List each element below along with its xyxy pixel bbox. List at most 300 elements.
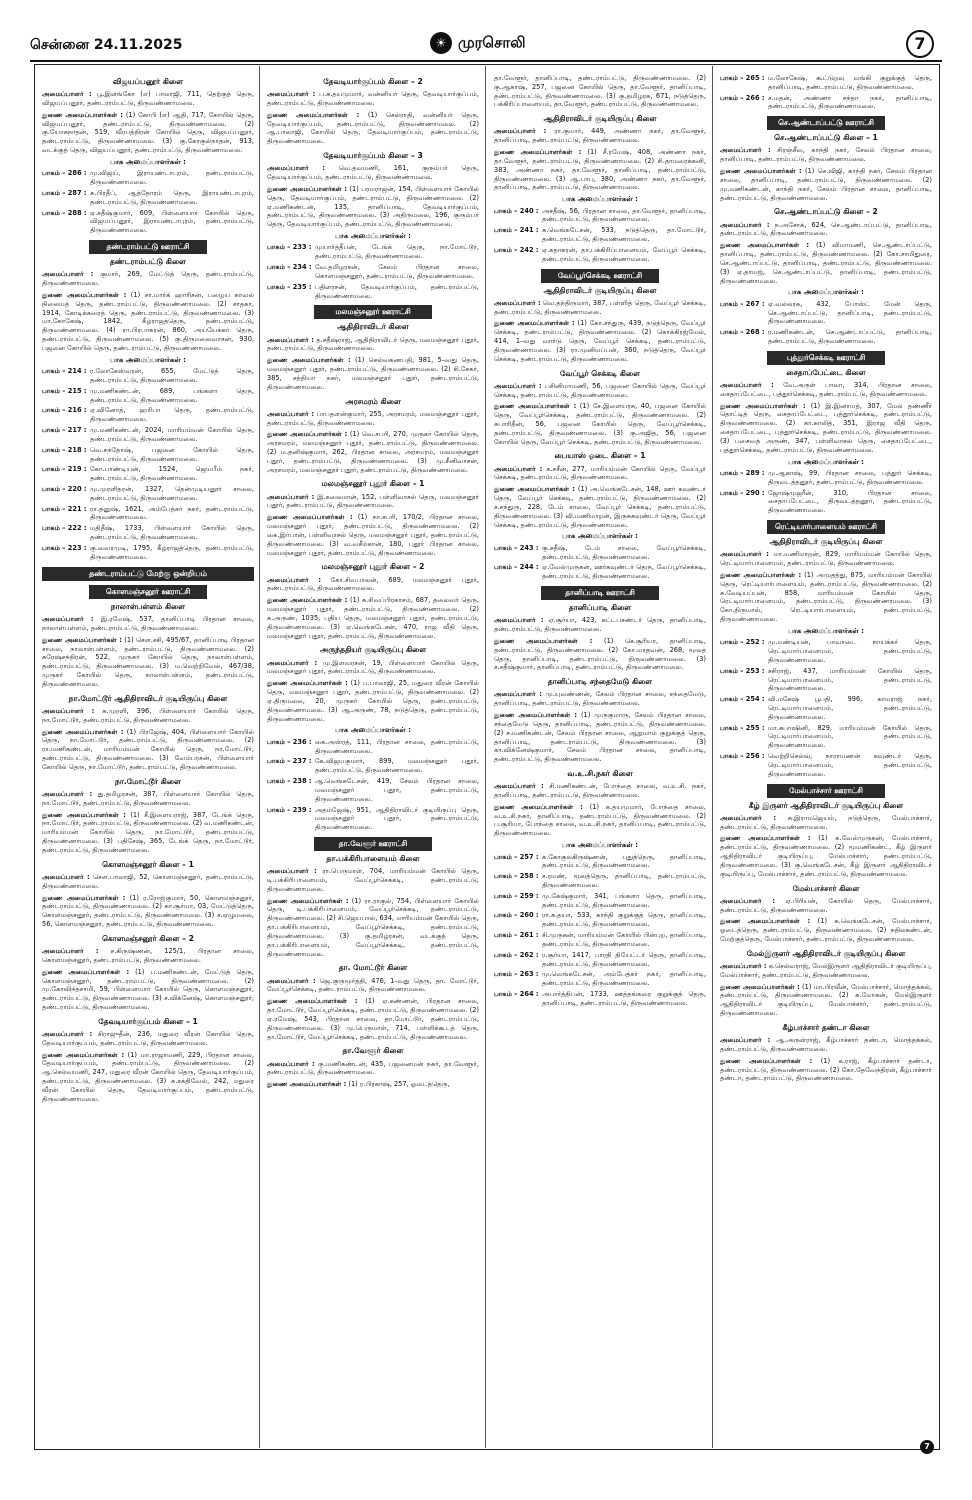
booth-number: பாகம் – 241 : xyxy=(494,226,539,235)
deputies-label: துணை அமைப்பாளர்கள் : xyxy=(42,290,127,299)
booth-number: பாகம் – 234 : xyxy=(267,263,312,272)
booth-agent: ர.மணிகண்டன், செ.ஆண்டாப்பட்டு, தானிப்பாடி, தண்டராம்பட்டு, திருவண்ணாமலை. xyxy=(768,328,932,346)
branch-section xyxy=(720,207,932,345)
deputies-text: (1) சா.மார்க் ஹாரிசன், பழைய காவல் நிலையத் தெரு, தண்டராம்பட்டு, திருவண்ணாமலை. (2) சாதகா, 1914, கோடிக்கரைத் தெரு, தண்டராம்பட்டு, திருவண்ணாமலை. (3) மா.கோகேஷ், 1842, கீழ்ராஜத்தெரு, தண்டராம்பட்டு, திருவண்ணாமலை. (4) ரா.பிரபாகரன், 860, அய்யேக்கர் தெரு, தண்டராம்பட்டு, திருவண்ணாமலை. (5) கு.திருமலைவாசன், 930, பஜனை கோயில் தெரு, தண்டராம்பட்டு, திருவண்ணாமலை. xyxy=(42,290,254,352)
booth-heading: பாக அமைப்பாளர்கள் : xyxy=(788,288,864,297)
deputies-label: துணை அமைப்பாளர்கள் : xyxy=(267,896,349,905)
booth-agent: மு.மணிகண்டன், 689, பங்களா தெரு, தண்டராம்பட்டு, திருவண்ணாமலை. xyxy=(90,386,254,404)
booth-number: பாகம் – 238 : xyxy=(267,777,312,786)
deputies-label: துணை அமைப்பாளர்கள் : xyxy=(494,319,575,328)
booth-row xyxy=(494,246,706,264)
deputies-label: துணை அமைப்பாளர்கள் : xyxy=(494,636,593,645)
branch-section xyxy=(42,694,254,772)
booth-number: பாகம் – 220 : xyxy=(42,485,87,493)
president-entry xyxy=(42,790,254,808)
booth-agent: ஏ.வல்லரசு, 432, போஸ்ட் மேன் தெரு, செ.ஆண்டாப்பட்டு, தானிப்பாடி, தண்டராம்பட்டு, திருவண்ணாமலை. xyxy=(768,299,932,326)
booth-agent: ர.லோகேஸ்வரன், 655, மேட்டுத் தெரு, தண்டராம்பட்டு, திருவண்ணாமலை. xyxy=(90,367,254,384)
booth-number: பாகம் – 267 : xyxy=(720,299,765,308)
paper-logo xyxy=(430,32,526,54)
branch-section xyxy=(720,784,932,879)
deputies-label: துணை அமைப்பாளர்கள் : xyxy=(720,167,802,176)
branch-title: தானிப்பாடி கிளை xyxy=(568,603,632,613)
panchayat-badge: மலமஞ்சனூர் ஊராட்சி xyxy=(314,305,432,319)
president-label: அமைப்பாளர் : xyxy=(720,896,775,905)
branch-section xyxy=(720,949,932,1018)
deputies-text: (1) ப.பாலாஜி, 25, மதுரை வீரன் கோயில் தெரு, மலமஞ்சனூர் புதூர், தண்டராம்பட்டு, திருவண்ணாமலை. (2) ஏ.திருமலை, 20, முருகர் கோயில் தெரு, தண்டராம்பட்டு, திருவண்ணாமலை. (3) ஆ.அருண், 78, நடுத்தெரு, தண்டராம்பட்டு, திருவண்ணாமலை. xyxy=(267,679,479,723)
booth-heading: பாக அமைப்பாளர்கள் : xyxy=(335,232,411,241)
booth-number: பாகம் – 259 : xyxy=(494,891,539,900)
president-text: ஏ.பிரியன், கோயில் தெரு, மேல்பாச்சார், தண்டராம்பட்டு, திருவண்ணாமலை. xyxy=(720,896,932,914)
deputies-text: (1) செல்ராதி, வன்னியர் தெரு, தேவடியார்குப்பம், தண்டராம்பட்டு, திருவண்ணாமலை. (2) ஆ.பாலாஜி, கோயில் தெரு, தேவடியார்குப்பம், தண்டராம்பட்டு, திருவண்ணாமலை. xyxy=(267,110,479,146)
branch-title: ஆதிதிராவிடர் குடியிருப்பு கிளை xyxy=(543,285,657,295)
president-entry xyxy=(42,615,254,633)
president-label: அமைப்பாளர் : xyxy=(267,335,314,344)
branch-section xyxy=(494,369,706,447)
booth-row xyxy=(720,752,932,778)
booth-row xyxy=(42,426,254,444)
booth-agent: அசதீஷ், 56, பிரதான சாலை, தா.வேளூர், தானிப்பாடி, தண்டராம்பட்டு, திருவண்ணாமலை. xyxy=(542,206,706,224)
deputies-label: துணை அமைப்பாளர்கள் : xyxy=(42,810,126,819)
president-label: அமைப்பாளர் : xyxy=(720,1036,771,1045)
branch-section xyxy=(267,837,479,958)
deputies-entry xyxy=(494,637,706,672)
deputies-text: (1) மா.பிரவீன், மேல்பாச்சார், மொத்தக்கல், தண்டராம்பட்டு, திருவண்ணாமலை. (2) சு.மோகன், மேல்இருளர் ஆதிதிராவிடர் குடியிருப்பு, மேல்பாச்சார், தண்டராம்பட்டு, திருவண்ணாமலை. xyxy=(720,982,932,1018)
branch-section xyxy=(494,451,706,581)
deputies-text: (1) பரமராஜன், 154, பிள்ளையார் கோயில் தெரு, தேவடியார்குப்பம், தண்டராம்பட்டு, திருவண்ணாமலை. (2) ஏ.மணிகண்டன், 135, தானிப்பாடி, தேவடியார்குப்பம், தண்டராம்பட்டு, திருவண்ணாமலை. (3) அதிருமலை, 196, குரும்பர் தெரு, தேவடியார்குப்பம், தண்டராம்பட்டு, திருவண்ணாமலை. xyxy=(267,184,479,229)
booth-row xyxy=(42,505,254,523)
booth-agent: வெ.சந்தோஷ், பஜனை கோயில் தெரு, தண்டராம்பட்டு, திருவண்ணாமலை. xyxy=(90,445,254,463)
booth-row xyxy=(494,207,706,225)
branch-title: நாலாள்பள்ளம் கிளை xyxy=(110,601,186,611)
booth-row xyxy=(42,485,254,503)
booth-number: பாகம் – 261 : xyxy=(494,931,539,940)
deputies-label: துணை அமைப்பாளர்கள் : xyxy=(42,1050,125,1059)
president-entry xyxy=(720,221,932,239)
president-entry xyxy=(720,962,932,980)
deputies-label: துணை அமைப்பாளர்கள் : xyxy=(267,1080,347,1089)
booth-heading: பாக அமைப்பாளர்கள் : xyxy=(110,157,186,166)
booth-agent: மு.கேஷ்குமார், 341, பங்களா தெரு, தானிப்பாடி, தண்டராம்பட்டு, திருவண்ணாமலை. xyxy=(542,891,706,909)
president-text: கோ.சிவபாலன், 689, மலமஞ்சனூர் புதூர், தண்டராம்பட்டு, திருவண்ணாமலை. xyxy=(267,575,479,593)
issue-date: சென்னை 24.11.2025 xyxy=(30,37,183,53)
president-label: அமைப்பாளர் : xyxy=(720,380,774,389)
branch-section xyxy=(267,77,479,146)
branch-section xyxy=(494,114,706,263)
president-text: பாபதளன்குமார், 255, அரசமரம், மலமஞ்சனூர் புதூர், தண்டராம்பட்டு, திருவண்ணாமலை. xyxy=(267,409,479,427)
deputies-label: துணை அமைப்பாளர்கள் : xyxy=(494,402,577,411)
deputies-label: துணை அமைப்பாளர்கள் : xyxy=(720,834,811,843)
president-label: அமைப்பாளர் : xyxy=(494,616,544,625)
president-label: அமைப்பாளர் : xyxy=(494,381,542,390)
president-text: சிரஞ்சீவ, காந்தி நகர், சேலம் பிரதான சாலை, தானிப்பாடி, தண்டராம்பட்டு, திருவண்ணாமலை. xyxy=(720,146,932,164)
deputies-entry xyxy=(42,811,254,855)
branch-section xyxy=(42,934,254,1012)
header-rule xyxy=(30,60,942,62)
panchayat-badge: தானிப்பாடி ஊராட்சி xyxy=(541,586,659,600)
president-entry xyxy=(494,382,706,400)
panchayat-badge: செ.ஆண்டாப்பட்டு ஊராட்சி xyxy=(767,116,885,130)
booth-agent: ச.மதன், அண்ணா சந்தா நகர், தானிப்பாடி, தண்டராம்பட்டு, திருவண்ணாமலை. xyxy=(768,93,932,111)
booth-agent: ஏ.வேல்முருகன், ஊர்கவுண்டர் தெரு, வேப்பூர்செக்கடி, தண்டராம்பட்டு, திருவண்ணாமலை. xyxy=(542,563,706,581)
branch-section xyxy=(42,567,254,689)
booth-number: பாகம் – 216 : xyxy=(42,406,87,415)
booth-number: பாகம் – 244 : xyxy=(494,563,539,572)
president-entry xyxy=(42,947,254,965)
president-label: அமைப்பாளர் : xyxy=(267,575,321,584)
deputies-label: துணை அமைப்பாளர்கள் : xyxy=(720,570,802,579)
booth-number: பாகம் – 254 : xyxy=(720,695,765,704)
deputies-text: (1) அமுதத்து, 875, மாரியம்மன் கோயில் தெரு, ரெட்டியார்பாளையம், தண்டராம்பட்டு, திருவண்ணாமலை. (2) க.வேடியப்பன், 858, மாரியம்மன் கோயில் தெரு, ரெட்டியார்பாளையம், தண்டராம்பட்டு, திருவண்ணாமலை. (3) கோ.திருமால், ரெட்டியார்பாளையம், தண்டராம்பட்டு, திருவண்ணாமலை. xyxy=(720,570,932,623)
president-text: கு.மணிகண்டன், 435, பஜனைமன் நகர், தா.வேளூர், தண்டராம்பட்டு, திருவண்ணாமலை. xyxy=(267,1059,479,1077)
president-label: அமைப்பாளர் : xyxy=(494,298,541,307)
president-entry xyxy=(720,146,932,164)
booth-number: பாகம் – 260 : xyxy=(494,911,539,920)
president-label: அமைப்பாளர் : xyxy=(42,947,99,956)
deputies-entry xyxy=(42,728,254,772)
branch-section xyxy=(494,769,706,1008)
booth-number: பாகம் – 218 : xyxy=(42,445,87,454)
booth-number: பாகம் – 258 : xyxy=(494,872,539,881)
branch-title: ஆதிதிராவிடர் கிளை xyxy=(337,322,409,332)
booth-number: பாகம் – 233 : xyxy=(267,243,312,252)
deputies-entry xyxy=(267,513,479,557)
president-entry xyxy=(494,127,706,145)
booth-agent: கு.சதீஷ், டேம் சாலை, வேப்பூர்செக்கடி, தண்டராம்பட்டு, திருவண்ணாமலை. xyxy=(542,543,706,561)
branch-title: கொளமஞ்சனூர் கிளை – 1 xyxy=(102,859,194,869)
deputies-entry xyxy=(720,241,932,285)
president-text: ப.க.தயமுமார், வன்னியர் தெரு, தேவடியார்குப்பம், தண்டராம்பட்டு, திருவண்ணாமலை. xyxy=(267,90,479,107)
booth-agent: பதிளரசன், தேவடியார்குப்பம், தண்டராம்பட்டு, திருவண்ணாமலை. xyxy=(315,282,479,300)
branch-title: ஆதிதிராவிடர் குடியிருப்பு கிளை xyxy=(769,537,883,547)
deputies-label: துணை அமைப்பாளர்கள் : xyxy=(267,679,348,688)
branch-title: கீழ்பாச்சார் தண்டா கிளை xyxy=(782,1022,870,1032)
president-label: அமைப்பாளர் : xyxy=(42,706,95,715)
branch-title: மேல்பாச்சார் கிளை xyxy=(792,883,860,893)
column-4 xyxy=(720,74,932,1446)
booth-row xyxy=(494,544,706,562)
deputies-text: (1) நா.சபரி, 170/2, பிரதான சாலை, மலமஞ்சனூர் புதூர், தண்டராம்பட்டு, திருவண்ணாமலை. (2) கை.இர்பான், பள்ளிவாசல் தெரு, மலமஞ்சனூர் புதூர், தண்டராம்பட்டு, திருவண்ணாமலை. (3) வ.வசீம்கான், 180, புதூர் பிரதான சாலை, மலமஞ்சனூர் புதூர், தண்டராம்பட்டு, திருவண்ணாமலை. xyxy=(267,513,479,557)
booth-agent: கோ.பாண்டியன், 1524, ஜெயபீம் நகர், தண்டராம்பட்டு, திருவண்ணாமலை. xyxy=(90,465,254,483)
deputies-text: (1) அ.வெங்கடேசன், 148, ஊர் கவுண்டர் தெரு, வேப்பூர் செக்கடி, தண்டராம்பட்டு, திருவண்ணாமலை. (2) ச.சந்துரு, 228, டேம் சாலை, வேப்பூர் செக்கடி, தண்டராம்பட்டு, திருவண்ணாமலை. (3) வி.மணிமாறன், இருசுகவுண்டர் தெரு, வேப்பூர் செக்கடி, தண்டராம்பட்டு, திருவண்ணாமலை. xyxy=(494,485,706,529)
president-label: அமைப்பாளர் : xyxy=(494,782,544,791)
booth-agent: ரா.தனுஷ், 1621, அம்பேத்கர் நகர், தண்டராம்பட்டு, திருவண்ணாமலை. xyxy=(90,504,254,522)
deputies-label: துணை அமைப்பாளர்கள் : xyxy=(42,727,124,736)
president-label: அமைப்பாளர் : xyxy=(267,867,317,876)
president-label: அமைப்பாளர் : xyxy=(720,961,767,970)
column-divider xyxy=(485,66,486,1448)
president-label: அமைப்பாளர் : xyxy=(42,1030,93,1038)
booth-row xyxy=(720,489,932,515)
branch-section xyxy=(267,645,479,832)
president-label: அமைப்பாளர் : xyxy=(720,220,770,229)
deputies-entry xyxy=(267,1080,479,1089)
president-label: அமைப்பாளர் : xyxy=(720,146,771,155)
branch-section xyxy=(267,963,479,1041)
president-text: சி.மணிகண்டன், போந்தை சாலை, வ.உ.சி. நகர், தானிப்பாடி, தண்டராம்பட்டு, திருவண்ணாமலை. xyxy=(494,782,706,799)
deputies-entry xyxy=(42,968,254,1012)
deputies-text: (1) க.ராஜ், கீழ்பாச்சார் தண்டா, தண்டராம்பட்டு, திருவண்ணாமலை. (2) கோ.தேவேந்திரன், கீழ்பாச்சார் தண்டா, தண்டராம்பட்டு, திருவண்ணாமலை. xyxy=(720,1056,932,1083)
booth-number: பாகம் – 221 : xyxy=(42,504,87,513)
booth-row xyxy=(42,387,254,405)
president-text: பூ.இளங்கோ (எ) பாலாஜி, 711, தெற்குத் தெரு, விஜயப்பனூர், தண்டராம்பட்டு, திருவண்ணாமலை. xyxy=(42,90,254,107)
booth-number: பாகம் – 265 : xyxy=(720,74,765,82)
booth-number: பாகம் – 236 : xyxy=(267,737,312,746)
booth-heading: பாக அமைப்பாளர்கள் : xyxy=(562,841,638,850)
booth-row xyxy=(720,469,932,487)
booth-row xyxy=(267,757,479,775)
booth-row xyxy=(720,638,932,664)
president-text: த.சதீஷ்ராஜ், ஆதிதிராவிடர் தெரு, மலமஞ்சனூர் புதூர், தண்டராம்பட்டு, திருவண்ணாமலை. xyxy=(267,335,479,353)
booth-agent: வி.மகேஷ் பூபதி, 996, காமராஜ் நகர், ரெட்டியார்பாளையம், தண்டராம்பட்டு, திருவண்ணாமலை. xyxy=(768,695,932,721)
booth-number: பாகம் – 287 : xyxy=(42,189,87,197)
booth-row xyxy=(494,931,706,949)
booth-agent: சு.பிரதீப், ஆத்தோரம் தெரு, இராயண்டாபுரம், தண்டராம்பட்டு, திருவண்ணாமலை. xyxy=(90,189,254,206)
president-label: அமைப்பாளர் : xyxy=(267,1059,315,1068)
branch-title: தேவடியார்குப்பம் கிளை – 2 xyxy=(323,77,423,86)
page-number-badge: 7 xyxy=(906,30,934,58)
deputies-label: துணை அமைப்பாளர்கள் : xyxy=(494,802,583,811)
president-label: அமைப்பாளர் : xyxy=(267,492,315,501)
branch-section xyxy=(42,77,254,235)
booth-row xyxy=(494,872,706,890)
booth-row xyxy=(42,524,254,542)
president-entry xyxy=(720,381,932,399)
president-text: மா.மணிமாறன், 829, மாரியம்மன் கோயில் தெரு, ரெட்டியார்பாளையம், தண்டராம்பட்டு, திருவண்ணாமலை. xyxy=(720,550,932,568)
president-entry xyxy=(494,616,706,634)
deputies-label: துணை அமைப்பாளர்கள் : xyxy=(720,982,800,991)
president-entry xyxy=(720,1036,932,1054)
booth-row xyxy=(720,300,932,326)
president-label: அமைப்பாளர் : xyxy=(42,615,94,624)
booth-row xyxy=(267,738,479,756)
president-text: மு.இளவரசன், 19, பிள்ளையார் கோயில் தெரு, மலமஞ்சனூர் புதூர், தண்டராம்பட்டு, திருவண்ணாமலை. xyxy=(267,658,479,676)
booth-number: பாகம் – 235 : xyxy=(267,282,312,291)
president-label: அமைப்பாளர் : xyxy=(720,550,769,559)
deputies-label: துணை அமைப்பாளர்கள் : xyxy=(720,241,809,250)
deputies-text: (1) ஏ.கண்ணன், பிரதான சாலை, தா.மோட்டூர், வேப்பூர்செக்கடி, தண்டராம்பட்டு, திருவண்ணாமலை. (2) ஏ.ரமேஷ், 543, பிரதான சாலை, தா.மோட்டூர், தண்டராம்பட்டு, திருவண்ணாமலை. (3) மு.பெருமாள், 714, பள்ளிக்கூடத் தெரு, தா.மோட்டூர், வேப்பூர்செக்கடி, தண்டராம்பட்டு, திருவண்ணாமலை. xyxy=(267,997,479,1041)
booth-agent: ர.சூர்யா, 1417, பாரதி தியேட்டர் தெரு, தானிப்பாடி, தண்டராம்பட்டு, திருவண்ணாமலை. xyxy=(542,950,706,968)
president-text: வெ.தந்திருமார், 387, பள்ளித் தெரு, வேப்பூர் செக்கடி, தண்டராம்பட்டு, திருவண்ணாமலை. xyxy=(494,298,706,316)
booth-heading: பாக அமைப்பாளர்கள் : xyxy=(788,457,864,466)
president-text: ஜெ.குருமூர்த்தி, 476, 1–வது தெரு, தா. மோட்டூர், வேப்பூர்செக்கடி, தண்டராம்பட்டு, திருவண்ணாமலை. xyxy=(267,976,479,994)
booth-row xyxy=(267,777,479,803)
column-2 xyxy=(267,74,479,1446)
deputies-entry xyxy=(267,356,479,391)
president-text: ஆ.அருள்ராஜ், கீழ்பாச்சார் தண்டா, மொத்தக்கல், தண்டராம்பட்டு, திருவண்ணாமலை. xyxy=(720,1036,932,1053)
booth-row xyxy=(42,446,254,464)
deputies-label: துணை அமைப்பாளர்கள் : xyxy=(720,401,806,410)
branch-title: தேவடியார்குப்பம் கிளை – 1 xyxy=(98,1016,198,1026)
deputies-entry xyxy=(494,485,706,529)
deputies-entry xyxy=(42,894,254,929)
booth-agent: க.வெங்கடேசன், 533, நடுத்தெரு, தா.மோட்டூர், தண்டராம்பட்டு, திருவண்ணாமலை. xyxy=(542,226,706,244)
branch-section xyxy=(267,397,479,475)
branch-title: ஆதிதிராவிடர் குடியிருப்பு கிளை xyxy=(543,114,657,124)
deputies-text: (1) ர.பிரகாஷ், 257, ஓடைத்தெரு, xyxy=(348,1080,450,1089)
column-1 xyxy=(42,74,254,1446)
branch-section xyxy=(494,269,706,364)
booth-number: பாகம் – 262 : xyxy=(494,950,539,959)
deputies-label: துணை அமைப்பாளர்கள் : xyxy=(267,356,351,365)
booth-number: பாகம் – 240 : xyxy=(494,206,539,215)
branch-title: தானிப்பாடி சந்தைமேடு கிளை xyxy=(547,677,653,687)
branch-title: தா.வேளூர் கிளை xyxy=(342,1046,404,1056)
deputies-entry xyxy=(720,983,932,1018)
deputies-text: (1) க.வெங்கடேசன், மேல்பாச்சார், ஓடைத்தெரு, தண்டராம்பட்டு, திருவண்ணாமலை. (2) நதிலகண்டன், மேற்குத்தெரு, மேல்பாச்சார், தண்டராம்பட்டு, திருவண்ணாமலை. xyxy=(720,917,932,943)
deputies-text: (1) செ.விஜி, காந்தி நகர், சேலம் பிரதான சாலை, தானிப்பாடி, தண்டராம்பட்டு, திருவண்ணாமலை. (2) மு.மணிகண்டன், காந்தி நகர், சேலம் பிரதான சாலை, தானிப்பாடி, தண்டராம்பட்டு, திருவண்ணாமலை. xyxy=(720,167,932,202)
deputies-text: (1) சௌ.சசி, 495/67, தானிப்பாடி பிரதான சாலை, நாலாள்பள்ளம், தண்டராம்பட்டு, திருவண்ணாமலை. (2) சுரேஷ்சந்திரன், 522, முருகர் கோயில் தெரு, நாலாள்பள்ளம், தண்டராம்பட்டு, திருவண்ணாமலை. (3) ம.வெற்றிவேல், 467/38, முருகர் கோயில் தெரு, நாலாள்பள்ளம், தண்டராம்பட்டு, திருவண்ணாமலை. xyxy=(42,635,254,688)
booth-row xyxy=(720,667,932,693)
booth-row xyxy=(494,563,706,581)
president-label: அமைப்பாளர் : xyxy=(267,976,316,985)
president-entry xyxy=(267,90,479,108)
booth-row xyxy=(720,94,932,112)
president-entry xyxy=(267,493,479,511)
president-entry xyxy=(267,164,479,182)
booth-row xyxy=(494,970,706,988)
deputies-label: துணை அமைப்பாளர்கள் : xyxy=(720,917,811,926)
deputies-text: (1) வெ.சபரி, 270, முருகர் கோயில் தெரு, அரசமரம், மலமஞ்சனூர் புதூர், தண்டராம்பட்டு, திருவண்ணாமலை. (2) ம.தனிஷ்குமார், 262, பிரதான சாலை, அரசமரம், மலமஞ்சனூர் புதூர், தண்டராம்பட்டு, திருவண்ணாமலை. (3) மு.சீனிவாசன், அரசமரம், மலமஞ்சனூர் புதூர், தண்டராம்பட்டு, திருவண்ணாமலை. xyxy=(267,430,479,474)
branch-title: கொளமஞ்சனூர் கிளை – 2 xyxy=(102,933,194,943)
booth-number: பாகம் – 243 : xyxy=(494,543,539,552)
booth-row xyxy=(720,74,932,92)
booth-row xyxy=(42,406,254,424)
deputies-label: துணை அமைப்பாளர்கள் : xyxy=(42,635,122,644)
branch-title: மேல்இருளர் ஆதிதிராவிடர் குடியிருப்பு கிளை xyxy=(746,948,906,958)
deputies-text: (1) விமாமணி, செ.ஆண்டாப்பட்டு, தானிப்பாடி, தண்டராம்பட்டு, திருவண்ணாமலை. (2) கோ.சாமிதுரை, செ.ஆண்டாப்பட்டு, தானிப்பாடி, தண்டராம்பட்டு, திருவண்ணாமலை. (3) ஏ.தாமஜ், செ.ஆண்டாப்பட்டு, தானிப்பாடி, தண்டராம்பட்டு, திருவண்ணாமலை. xyxy=(720,241,932,285)
booth-agent: ச.ரமண், மூலத்தெரு, தானிப்பாடி, தண்டராம்பட்டு, திருவண்ணாமலை. xyxy=(542,872,706,889)
booth-agent: மு.மணிகண்டன், 2024, மாரியம்மன் கோயில் தெரு, தண்டராம்பட்டு, திருவண்ணாமலை. xyxy=(90,426,254,443)
president-text: து.தமிழரசன், 387, பிள்ளையார் கோயில் தெரு, நா.மோட்டூர், தண்டராம்பட்டு, திருவண்ணாமலை. xyxy=(42,789,254,807)
booth-agent: ஜோஷ்முஜரீன், 310, பிரதான சாலை, சைதாப்பேட்டை, திருவடத்தனூர், தண்டராம்பட்டு, திருவண்ணாமலை. xyxy=(768,488,932,515)
panchayat-badge: ரெட்டியார்பாளையம் ஊராட்சி xyxy=(767,520,885,534)
president-text: ச.கிருஷ்ணன், 125/1, பிரதான சாலை, கொளமஞ்சனூர், தண்டராம்பட்டு, திருவண்ணாமலை. xyxy=(42,947,254,964)
booth-number: பாகம் – 252 : xyxy=(720,638,765,647)
president-text: சு.முரளி, 396, பிள்ளையார் கோயில் தெரு, நா.மோட்டூர், தண்டராம்பட்டு, திருவண்ணாமலை. xyxy=(42,706,254,724)
deputies-text: (1) முருகுமாரு, சேலம் பிரதான சாலை, சந்தைமேடு தெரு, தானிப்பாடி, தண்டராம்பட்டு, திருவண்ணாமலை. (2) ச.மணிகண்டன், சேலம் பிரதான சாலை, ஆறுமாம் குறுக்குத் தெரு, தானிப்பாடி, தண்டராம்பட்டு, திருவண்ணாமலை. (3) கா.விக்னேஷ்குமார், சேலம் பிரதான சாலை, தானிப்பாடி, தண்டராம்பட்டு, திருவண்ணாமலை. xyxy=(494,711,706,764)
booth-number: பாகம் – 289 : xyxy=(720,468,765,477)
booth-agent: ஏ.சதீஷ்குமார், 609, பிள்ளையார் கோயில் தெரு, விஜயப்பனூர், இராயண்டாபுரம், தண்டராம்பட்டு, திருவண்ணாமலை. xyxy=(90,208,254,235)
branch-section xyxy=(267,151,479,300)
deputies-label: துணை அமைப்பாளர்கள் : xyxy=(42,967,130,976)
booth-agent: மதிதீஷ், 1733, பிள்ளையார் கோயில் தெரு, தண்டராம்பட்டு, திருவண்ணாமலை. xyxy=(90,524,254,542)
panchayat-badge: புத்தூர்செக்கடி ஊராட்சி xyxy=(767,351,885,365)
president-text: வெ.தவமணி, 161, குரும்பர் தெரு, தேவடியார்குப்பம், தண்டராம்பட்டு, திருவண்ணாமலை. xyxy=(267,164,479,182)
booth-number: பாகம் – 214 : xyxy=(42,367,87,376)
booth-number: பாகம் – 217 : xyxy=(42,426,87,435)
branch-title: வ.உ.சி.நகர் கிளை xyxy=(567,769,633,778)
branch-title: அரசமரம் கிளை xyxy=(345,396,401,406)
branch-title: செ.ஆண்டாப்பட்டு கிளை – 2 xyxy=(774,207,878,217)
president-entry xyxy=(267,410,479,428)
deputies-text: (1) செல்வகணபதி, 981, 5–வது தெரு, மலமஞ்சனூர் புதூர், தண்டராம்பட்டு, திருவண்ணாமலை. (2) சி.சேகர், 385, சத்தியா நகர், மலமஞ்சனூர் புதூர், தண்டராம்பட்டு, திருவண்ணாமலை. xyxy=(267,356,479,391)
deputies-text: (1) கோ.சந்துரு, 439, நடுத்தெரு, வேப்பூர் செக்கடி, தண்டராம்பட்டு, திருவண்ணாமலை. (2) கொக்கிரஜ்மேல், 414, 1–வது வார்டு தெரு, வேப்பூர் செக்கடி, தண்டராம்பட்டு, திருவண்ணாமலை. (3) ரா.முனியப்பன், 360, நடுத்தெரு, வேப்பூர் செக்கடி, தண்டராம்பட்டு, திருவண்ணாமலை. xyxy=(494,319,706,363)
deputies-entry xyxy=(494,319,706,363)
deputies-text: (1) சீ.இளையராஜ், 387, டேங்க் தெரு, நா.மோட்டூர், தண்டராம்பட்டு, திருவண்ணாமலை. (2) வ.மணிகண்டன், மாரியம்மன் கோயில் தெரு, நா.மோட்டூர், தண்டராம்பட்டு, திருவண்ணாமலை. (3) பதிசேஷ், 365, டேங்க் தெரு, நா.மோட்டூர், தண்டராம்பட்டு, திருவண்ணாமலை. xyxy=(42,810,254,854)
president-label: அமைப்பாளர் : xyxy=(494,690,542,699)
branch-section xyxy=(720,116,932,202)
booth-number: பாகம் – 290 : xyxy=(720,488,765,497)
president-entry xyxy=(267,336,479,354)
booth-number: பாகம் – 266 : xyxy=(720,93,765,102)
branch-title: மலமஞ்சனூர் புதூர் கிளை – 1 xyxy=(321,479,425,489)
booth-agent: மு.மண்டியன், பாவாடை நாயக்கர் தெரு, ரெட்டியார்பாளையம், தண்டராம்பட்டு, திருவண்ணாமலை. xyxy=(768,638,932,664)
branch-section xyxy=(42,777,254,855)
booth-row xyxy=(267,806,479,832)
booth-row xyxy=(494,911,706,929)
booth-agent: வே.தமிழரசன், சேலம் பிரதான சாலை, கொளமஞ்சனூர், தண்டராம்பட்டு, திருவண்ணாமலை. xyxy=(315,263,479,280)
president-entry xyxy=(720,814,932,832)
booth-number: பாகம் – 257 : xyxy=(494,852,539,861)
booth-row xyxy=(267,283,479,301)
branch-section xyxy=(720,351,932,515)
deputies-label: துணை அமைப்பாளர்கள் : xyxy=(267,430,348,439)
booth-number: பாகம் – 268 : xyxy=(720,328,765,337)
president-text: இ.கலைமான், 152, பள்ளிவாசல் தெரு, மலமஞ்சனூர் புதூர், தண்டராம்பட்டு, திருவண்ணாமலை. xyxy=(267,492,479,510)
booth-agent: வெற்றிசெல்வ், நாராயணன் கவுண்டர் தெரு, ரெட்டியார்பாளையம், தண்டராம்பட்டு, திருவண்ணாமலை. xyxy=(768,752,932,778)
deputies-label: துணை அமைப்பாளர்கள் : xyxy=(42,110,123,119)
branch-section xyxy=(267,479,479,557)
booth-agent: அதம்ஜேஷ், 951, ஆதிதிராவிடர் குடியிருப்பு தெரு, மலமஞ்சனூர் புதூர், தண்டராம்பட்டு, திருவண்ணாமலை. xyxy=(315,805,479,832)
booth-row xyxy=(42,169,254,187)
branch-title: பையாஸ் ஓடை கிளை – 1 xyxy=(554,451,646,461)
president-entry xyxy=(494,465,706,483)
booth-row xyxy=(267,243,479,261)
president-entry xyxy=(494,782,706,800)
booth-number: பாகம் – 223 : xyxy=(42,543,87,552)
president-entry xyxy=(42,270,254,288)
branch-section xyxy=(42,860,254,929)
booth-row xyxy=(42,465,254,483)
branch-title: விஜயப்பனூர் கிளை xyxy=(112,77,184,86)
column-3 xyxy=(494,74,706,1446)
branch-title: நா.மோட்டூர் ஆதிதிராவிடர் குடியிருப்பு கிளை xyxy=(68,693,228,703)
deputies-entry xyxy=(267,111,479,146)
deputies-entry xyxy=(42,111,254,155)
deputies-label: துணை அமைப்பாளர்கள் : xyxy=(494,711,578,720)
booth-number: பாகம் – 264 : xyxy=(494,990,539,999)
booth-number: பாகம் – 239 : xyxy=(267,805,312,814)
branch-title: தா. மோட்டூர் கிளை xyxy=(338,963,408,973)
deputies-text: (1) சே.இளையரசு, 40, பஜனை கோயில் தெரு, வேப்பூர்செக்கடி, தண்டராம்பட்டு, திருவண்ணாமலை. (2) சுபாரிதீன், 56, பஜனை கோயில் தெரு, வேப்பூர்செக்கடி, தண்டராம்பட்டு, திருவண்ணாமலை. (3) கு.அஜித், 56, பஜனை கோயில் தெரு, வேப்பூர் செக்கடி, தண்டராம்பட்டு, திருவண்ணாமலை. xyxy=(494,402,706,446)
panchayat-badge: மேல்பாச்சார் ஊராட்சி xyxy=(767,784,885,798)
deputies-entry xyxy=(720,402,932,455)
booth-number: பாகம் – 242 : xyxy=(494,245,539,254)
column-divider xyxy=(712,66,713,1448)
booth-agent: ரா.க.தயா, 533, காந்தி குறுக்குத் தெரு, தானிப்பாடி, தண்டராம்பட்டு, திருவண்ணாமலை. xyxy=(542,911,706,929)
branch-title: தேவடியார்குப்பம் கிளை – 3 xyxy=(323,151,423,161)
deputies-entry xyxy=(494,711,706,764)
deputies-text: (1) ர.ரோஜ்குமார், 50, கொளமஞ்சனூர், தண்டராம்பட்டு, திருவண்ணாமலை. (2) கா.சூர்யா, 03, மேட்டுத்தெரு, கொளமஞ்சனூர், தண்டராம்பட்டு, திருவண்ணாமலை. (3) ச.ஏழுமலை, 56, கொளமஞ்சனூர், தண்டராம்பட்டு, திருவண்ணாமலை. xyxy=(42,893,254,929)
booth-row xyxy=(720,328,932,346)
booth-row xyxy=(42,189,254,207)
booth-agent: மு.வெங்கடேசன், அம்பேத்கர் நகர், தானிப்பாடி, தண்டராம்பட்டு, திருவண்ணாமலை. xyxy=(542,970,706,988)
deputies-entry xyxy=(267,596,479,640)
deputies-label: துணை அமைப்பாளர்கள் : xyxy=(267,596,348,605)
deputies-text: (1) கோபி (எ) ஆதி, 717, கோயில் தெரு, விஜயப்பனூர், தண்டராம்பட்டு, திருவண்ணாமலை. (2) கு.யோகநாதன், 519, வீரபத்திரன் கோயில் தெரு, விஜயப்பனூர், தண்டராம்பட்டு, திருவண்ணாமலை. (3) கு.கோகுல்நாதன், 913, வடக்குத் தெரு, விஜயப்பனூர், தண்டராம்பட்டு, திருவண்ணாமலை. xyxy=(42,110,254,155)
president-text: க.செல்வராஜ், மேல்இருளர் ஆதிதிராவிடர் குடியிருப்பு, மேல்பாச்சார், தண்டராம்பட்டு, திருவண்ணாமலை. xyxy=(720,961,932,979)
booth-number: பாகம் – 286 : xyxy=(42,169,87,178)
booth-agent: ஆ.வெங்கடேசன், 419, சேலம் பிரதான சாலை, மலமஞ்சனூர் புதூர், தண்டராம்பட்டு, திருவண்ணாமலை. xyxy=(315,777,479,803)
president-entry xyxy=(267,977,479,995)
booth-agent: மு.விஜய், இராயண்டாபுரம், தண்டராம்பட்டு, திருவண்ணாமலை. xyxy=(90,169,254,187)
deputies-label: துணை அமைப்பாளர்கள் : xyxy=(42,893,126,902)
deputies-entry xyxy=(267,185,479,229)
branch-title: வேப்பூர் செக்கடி கிளை xyxy=(559,368,641,378)
deputies-entry xyxy=(42,291,254,353)
president-text: ஏ.சூர்யா, 423, கட்டபசண்டர் தெரு, தானிப்பாடி, தண்டராம்பட்டு, திருவண்ணாமலை. xyxy=(494,616,706,634)
deputies-entry xyxy=(494,402,706,446)
